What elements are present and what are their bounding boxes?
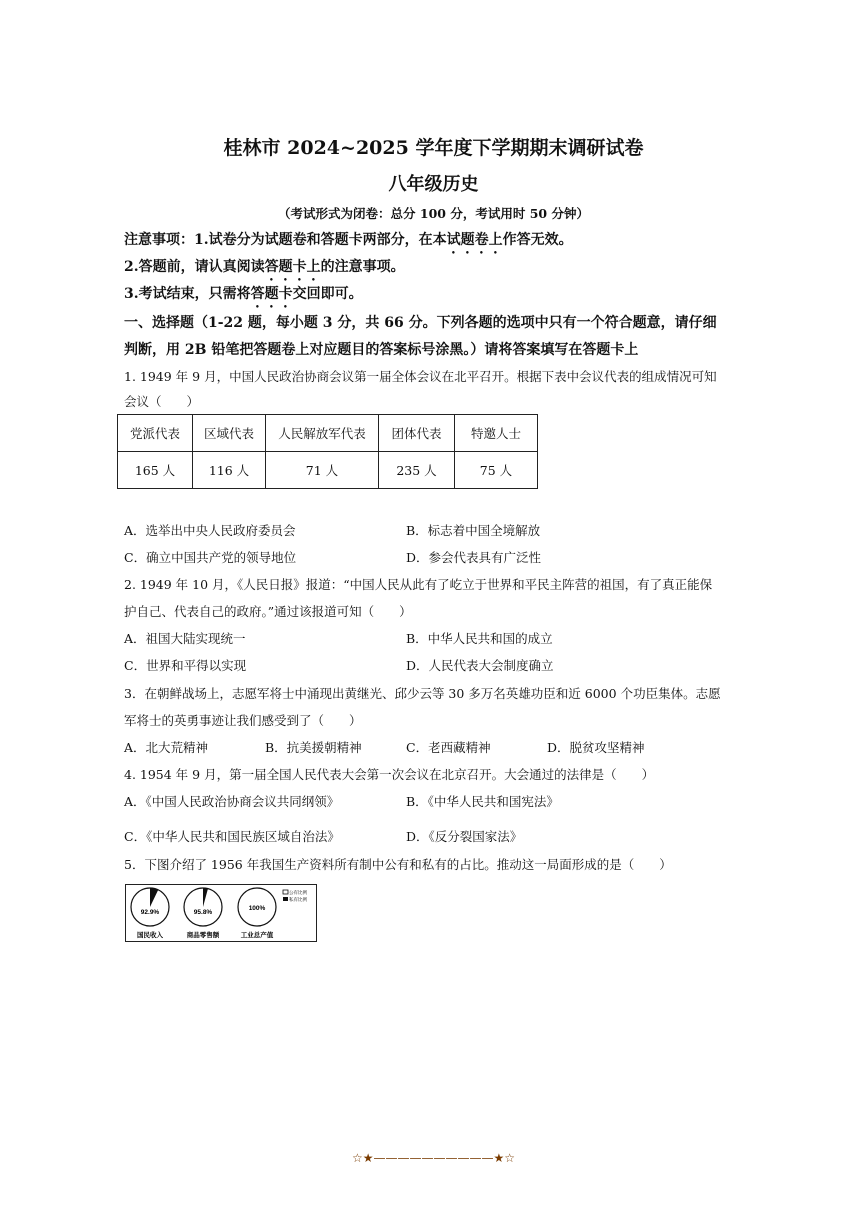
pie-label: 国民收入 [137, 932, 163, 939]
q3-stem-line1: 3．在朝鲜战场上，志愿军将士中涌现出黄继光、邱少云等 30 多万名英雄功臣和近 6000 个功臣集体。志愿 [124, 686, 721, 701]
table-cell: 165 人 [118, 452, 193, 489]
pie-legend [283, 889, 307, 903]
q5-stem: 5．下图介绍了 1956 年我国生产资料所有制中公有和私有的占比。推动这一局面形成的是（ ） [124, 857, 672, 872]
q3-option-c: C．老西藏精神 [406, 740, 491, 755]
q2-option-a: A．祖国大陆实现统一 [124, 631, 246, 646]
q3-stem-line2: 军将士的英勇事迹让我们感受到了（ ） [124, 713, 362, 728]
q1-delegate-table [117, 414, 538, 489]
table-header-cell: 特邀人士 [455, 415, 538, 452]
q1-stem-line2: 会议（ ） [124, 394, 200, 409]
exam-subtitle: 八年级历史 [388, 174, 479, 195]
q3-option-a: A．北大荒精神 [124, 740, 209, 755]
pie-retail-sales [184, 888, 222, 939]
q4-option-b: B．《中华人民共和国宪法》 [406, 794, 559, 809]
legend-label-private: 私有比例 [289, 897, 307, 902]
q4-option-a: A．《中国人民政治协商会议共同纲领》 [124, 794, 340, 809]
section-heading-line1: 一、选择题（1-22 题，每小题 3 分，共 66 分。下列各题的选项中只有一个符合题意，请仔细 [124, 315, 717, 331]
legend-swatch-private [283, 897, 288, 901]
page-footer-ornament: ☆★——————————★☆ [351, 1151, 516, 1165]
q2-option-b: B．中华人民共和国的成立 [406, 631, 553, 646]
table-cell: 75 人 [455, 452, 538, 489]
q3-option-b: B．抗美援朝精神 [265, 740, 362, 755]
legend-swatch-public [283, 890, 288, 894]
table-row [118, 452, 538, 489]
table-header-cell: 党派代表 [118, 415, 193, 452]
q4-stem: 4. 1954 年 9 月，第一届全国人民代表大会第一次会议在北京召开。大会通过的法律是（ ） [124, 767, 655, 782]
exam-info: （考试形式为闭卷：总分 100 分，考试用时 50 分钟） [278, 206, 589, 221]
q4-option-c: C．《中华人民共和国民族区域自治法》 [124, 829, 340, 844]
table-cell: 71 人 [266, 452, 379, 489]
table-cell: 116 人 [193, 452, 266, 489]
pie-value: 95.8% [193, 909, 213, 916]
table-header-cell: 区域代表 [193, 415, 266, 452]
q1-option-b: B．标志着中国全境解放 [406, 523, 541, 538]
q1-stem-line1: 1. 1949 年 9 月，中国人民政治协商会议第一届全体会议在北平召开。根据下表中会议代表的组成情况可知 [124, 369, 717, 384]
pie-value: 100% [248, 905, 266, 912]
q2-option-c: C．世界和平得以实现 [124, 658, 247, 673]
q3-option-d: D．脱贫攻坚精神 [547, 740, 645, 755]
q2-option-d: D．人民代表大会制度确立 [406, 658, 554, 673]
pie-national-income [131, 888, 169, 939]
q1-option-a: A．选举出中央人民政府委员会 [124, 523, 296, 538]
exam-title: 桂林市 2024~2025 学年度下学期期末调研试卷 [223, 137, 644, 159]
q1-option-c: C．确立中国共产党的领导地位 [124, 550, 297, 565]
pie-industrial-output [238, 888, 276, 939]
ownership-pie-chart [125, 884, 317, 942]
pie-label: 工业总产值 [240, 932, 274, 939]
note-3: 3.考试结束，只需将答题卡交回即可。 [124, 286, 363, 302]
q1-option-d: D．参会代表具有广泛性 [406, 550, 542, 565]
q2-stem-line2: 护自己、代表自己的政府。”通过该报道可知（ ） [124, 604, 412, 619]
q4-option-d: D．《反分裂国家法》 [406, 829, 523, 844]
legend-label-public: 公有比例 [289, 890, 307, 895]
pie-value: 92.9% [140, 909, 160, 916]
section-heading-line2: 判断，用 2B 铅笔把答题卷上对应题目的答案标号涂黑。）请将答案填写在答题卡上 [124, 342, 639, 358]
pie-label: 商品零售额 [186, 932, 220, 939]
note-2: 2.答题前，请认真阅读答题卡上的注意事项。 [124, 259, 405, 275]
table-header-cell: 团体代表 [379, 415, 455, 452]
table-header-row [118, 415, 538, 452]
note-1: 注意事项：1.试卷分为试题卷和答题卡两部分，在本试题卷上作答无效。 [124, 232, 573, 248]
q2-stem-line1: 2. 1949 年 10 月，《人民日报》报道：“中国人民从此有了屹立于世界和平民主阵营的祖国，有了真正能保 [124, 577, 713, 592]
table-header-cell: 人民解放军代表 [266, 415, 379, 452]
table-cell: 235 人 [379, 452, 455, 489]
